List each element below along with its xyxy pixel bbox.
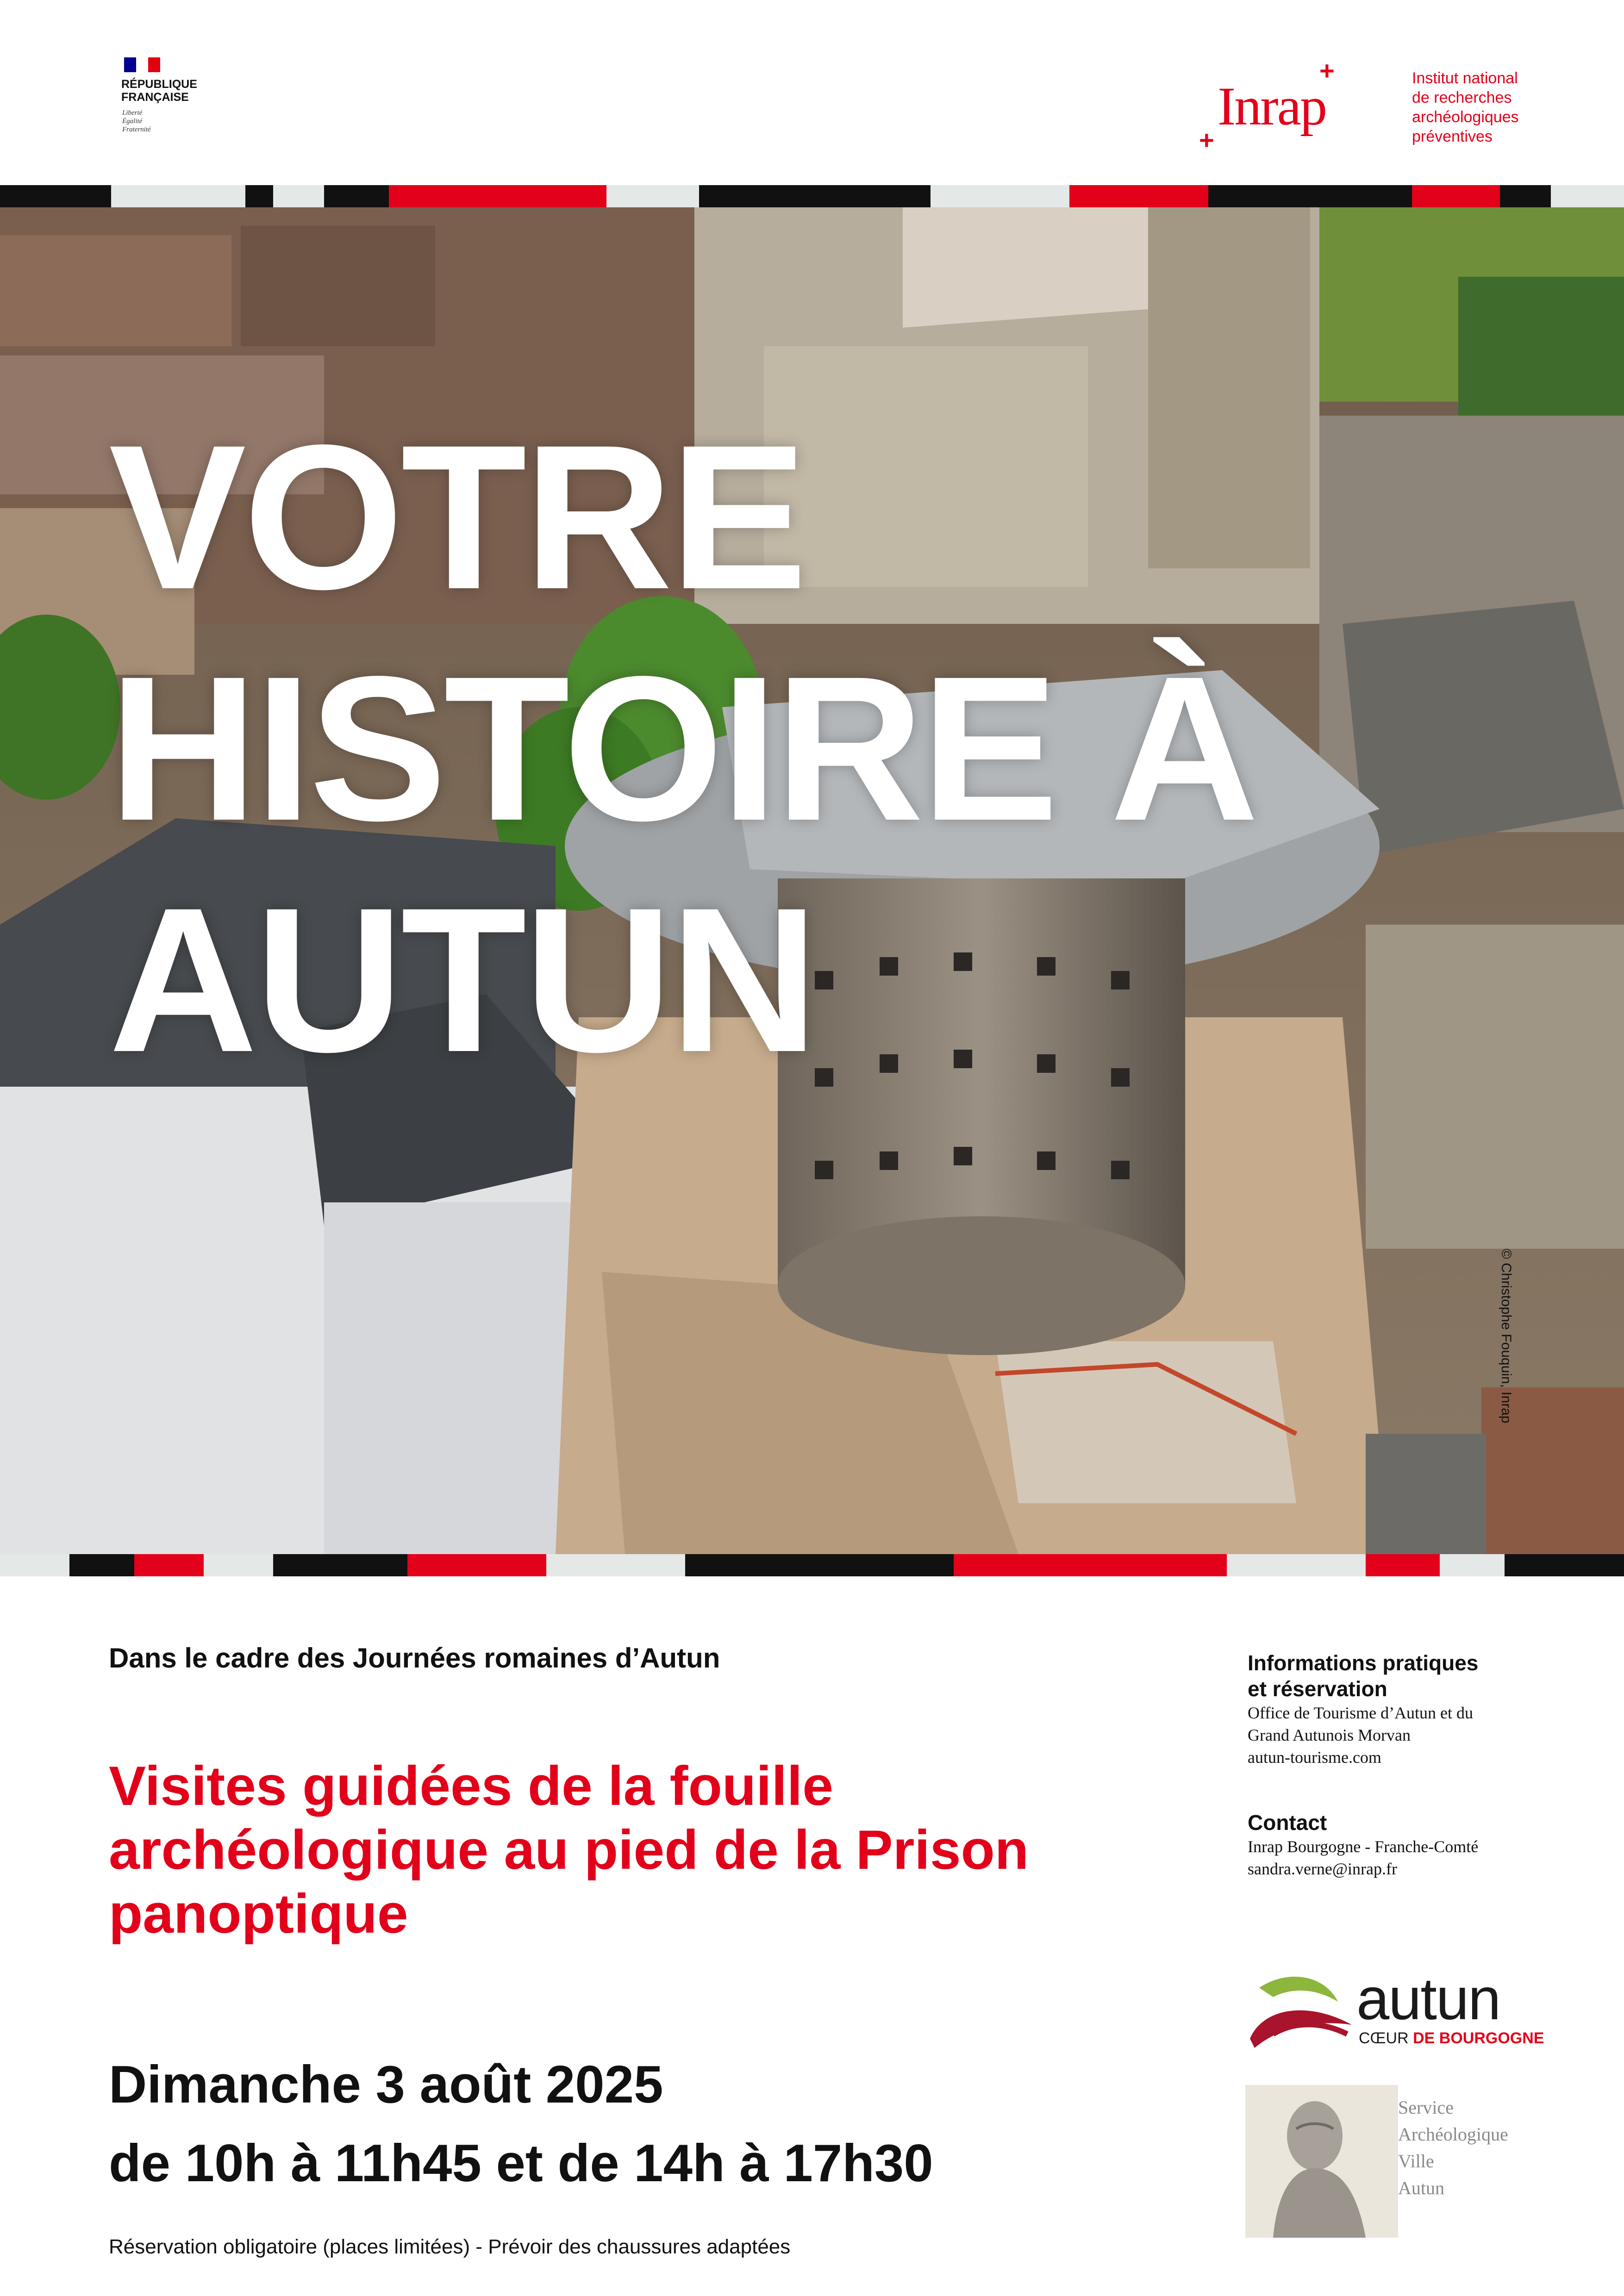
autun-coeur-de-bourgogne-logo [1245, 1966, 1544, 2057]
inrap-logo [1199, 56, 1335, 160]
hero-title [109, 402, 1312, 1096]
rf-logo-line-1: RÉPUBLIQUE [121, 78, 197, 91]
rf-logo-line-2: FRANÇAISE [121, 91, 189, 104]
top-stripe-bar [0, 185, 1624, 207]
aerial-photo-autun [0, 207, 1624, 1554]
inrap-name-line: de recherches [1412, 89, 1512, 106]
plus-cross-icon: + [1199, 125, 1214, 155]
autun-tag-strong: DE BOURGOGNE [1413, 2029, 1544, 2047]
info-website-link[interactable]: autun-tourisme.com [1248, 1748, 1381, 1767]
plus-cross-icon: + [1319, 56, 1335, 85]
inrap-full-name [1412, 68, 1606, 146]
info-title-line-2: et réservation [1248, 1677, 1387, 1701]
event-context: Dans le cadre des Journées romaines d’Autun [109, 1643, 720, 1674]
contact-info [1248, 1810, 1572, 1880]
statue-bust-image [1245, 2085, 1398, 2238]
service-line-1: Service [1398, 2097, 1454, 2118]
info-title-line-1: Informations pratiques [1248, 1651, 1479, 1675]
reservation-note: Réservation obligatoire (places limitées) - Prévoir des chaussures adaptées [109, 2235, 791, 2258]
inrap-name-line: archéologiques [1412, 108, 1519, 126]
event-subtitle: Visites guidées de la fouille archéologique au pied de la Prison panoptique [109, 1755, 1029, 1945]
service-text [1398, 2094, 1508, 2202]
inrap-wordmark: Inrap [1218, 76, 1326, 137]
autun-tag-prefix: CŒUR [1359, 2029, 1413, 2047]
info-body-line-1: Office de Tourisme d’Autun et du [1248, 1704, 1474, 1722]
practical-info [1248, 1650, 1572, 1768]
contact-org: Inrap Bourgogne - Franche-Comté [1248, 1837, 1479, 1856]
bottom-stripe-bar [0, 1554, 1624, 1576]
photo-credit: © Christophe Fouquin, Inrap [1499, 1249, 1514, 1424]
service-line-2: Archéologique [1398, 2124, 1508, 2145]
french-flag-icon [124, 57, 160, 72]
autun-swoosh-icon [1245, 1969, 1356, 2053]
inrap-name-line: préventives [1412, 128, 1493, 145]
rf-motto-2: Égalité [122, 118, 143, 125]
event-hours: de 10h à 11h45 et de 14h à 17h30 [109, 2134, 933, 2193]
rf-motto-1: Liberté [122, 109, 143, 117]
autun-tagline [1359, 2029, 1544, 2047]
hero-title-line-1: VOTRE [109, 402, 805, 632]
hero-title-line-3: AUTUN [109, 865, 816, 1095]
service-line-4: Autun [1398, 2178, 1444, 2198]
service-archeologique-logo [1245, 2085, 1514, 2238]
hero-title-line-2: HISTOIRE À [109, 634, 1256, 864]
inrap-name-line: Institut national [1412, 69, 1518, 87]
contact-title: Contact [1248, 1811, 1327, 1835]
autun-wordmark: autun [1356, 1966, 1500, 2032]
service-line-3: Ville [1398, 2151, 1434, 2172]
event-date: Dimanche 3 août 2025 [109, 2055, 663, 2114]
info-body-line-2: Grand Autunois Morvan [1248, 1726, 1411, 1744]
statue-bust-icon [1245, 2085, 1398, 2238]
contact-email-link[interactable]: sandra.verne@inrap.fr [1248, 1860, 1397, 1878]
republique-francaise-logo [121, 57, 214, 145]
rf-motto-3: Fraternité [122, 126, 151, 133]
